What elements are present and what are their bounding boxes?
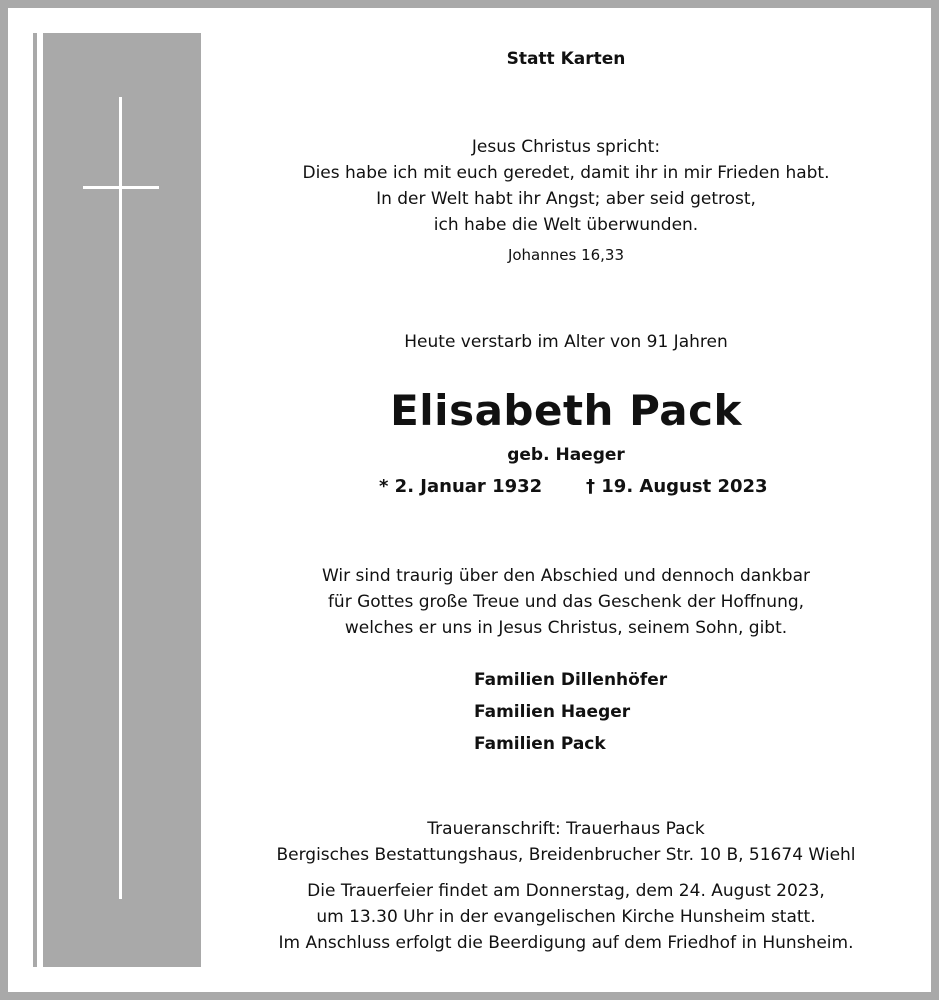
address-line: Traueranschrift: Trauerhaus Pack — [427, 819, 705, 839]
message-line: welches er uns in Jesus Christus, seinem Sohn, gibt. — [344, 618, 788, 638]
cross-icon-bar — [83, 186, 159, 189]
maiden-name: geb. Haeger — [507, 445, 625, 465]
side-stripe — [33, 33, 37, 967]
birth-date: * 2. Januar 1932 — [379, 476, 543, 497]
service-line: um 13.30 Uhr in der evangelischen Kirche Hunsheim statt. — [316, 907, 816, 927]
death-date: † 19. August 2023 — [586, 476, 768, 497]
notice-content — [201, 0, 931, 1000]
verse-line: In der Welt habt ihr Angst; aber seid getrost, — [376, 189, 756, 209]
message-line: für Gottes große Treue und das Geschenk der Hoffnung, — [327, 592, 805, 612]
verse-intro: Jesus Christus spricht: — [471, 137, 661, 157]
family-name: Familien Dillenhöfer — [474, 670, 668, 690]
service-line: Die Trauerfeier findet am Donnerstag, dem 24. August 2023, — [307, 881, 825, 901]
side-panel — [43, 33, 201, 967]
cross-icon — [119, 97, 122, 899]
header-text: Statt Karten — [506, 49, 626, 69]
verse-line: Dies habe ich mit euch geredet, damit ihr in mir Frieden habt. — [302, 163, 830, 183]
deceased-name: Elisabeth Pack — [390, 386, 742, 435]
message-line: Wir sind traurig über den Abschied und dennoch dankbar — [322, 566, 810, 586]
service-line: Im Anschluss erfolgt die Beerdigung auf dem Friedhof in Hunsheim. — [278, 933, 854, 953]
family-name: Familien Haeger — [474, 702, 631, 722]
family-name: Familien Pack — [474, 734, 606, 754]
verse-reference: Johannes 16,33 — [507, 246, 625, 264]
verse-line: ich habe die Welt überwunden. — [433, 215, 699, 235]
address-line: Bergisches Bestattungshaus, Breidenbrucher Str. 10 B, 51674 Wiehl — [276, 845, 856, 865]
announcement: Heute verstarb im Alter von 91 Jahren — [404, 332, 728, 352]
family-list — [474, 664, 667, 760]
